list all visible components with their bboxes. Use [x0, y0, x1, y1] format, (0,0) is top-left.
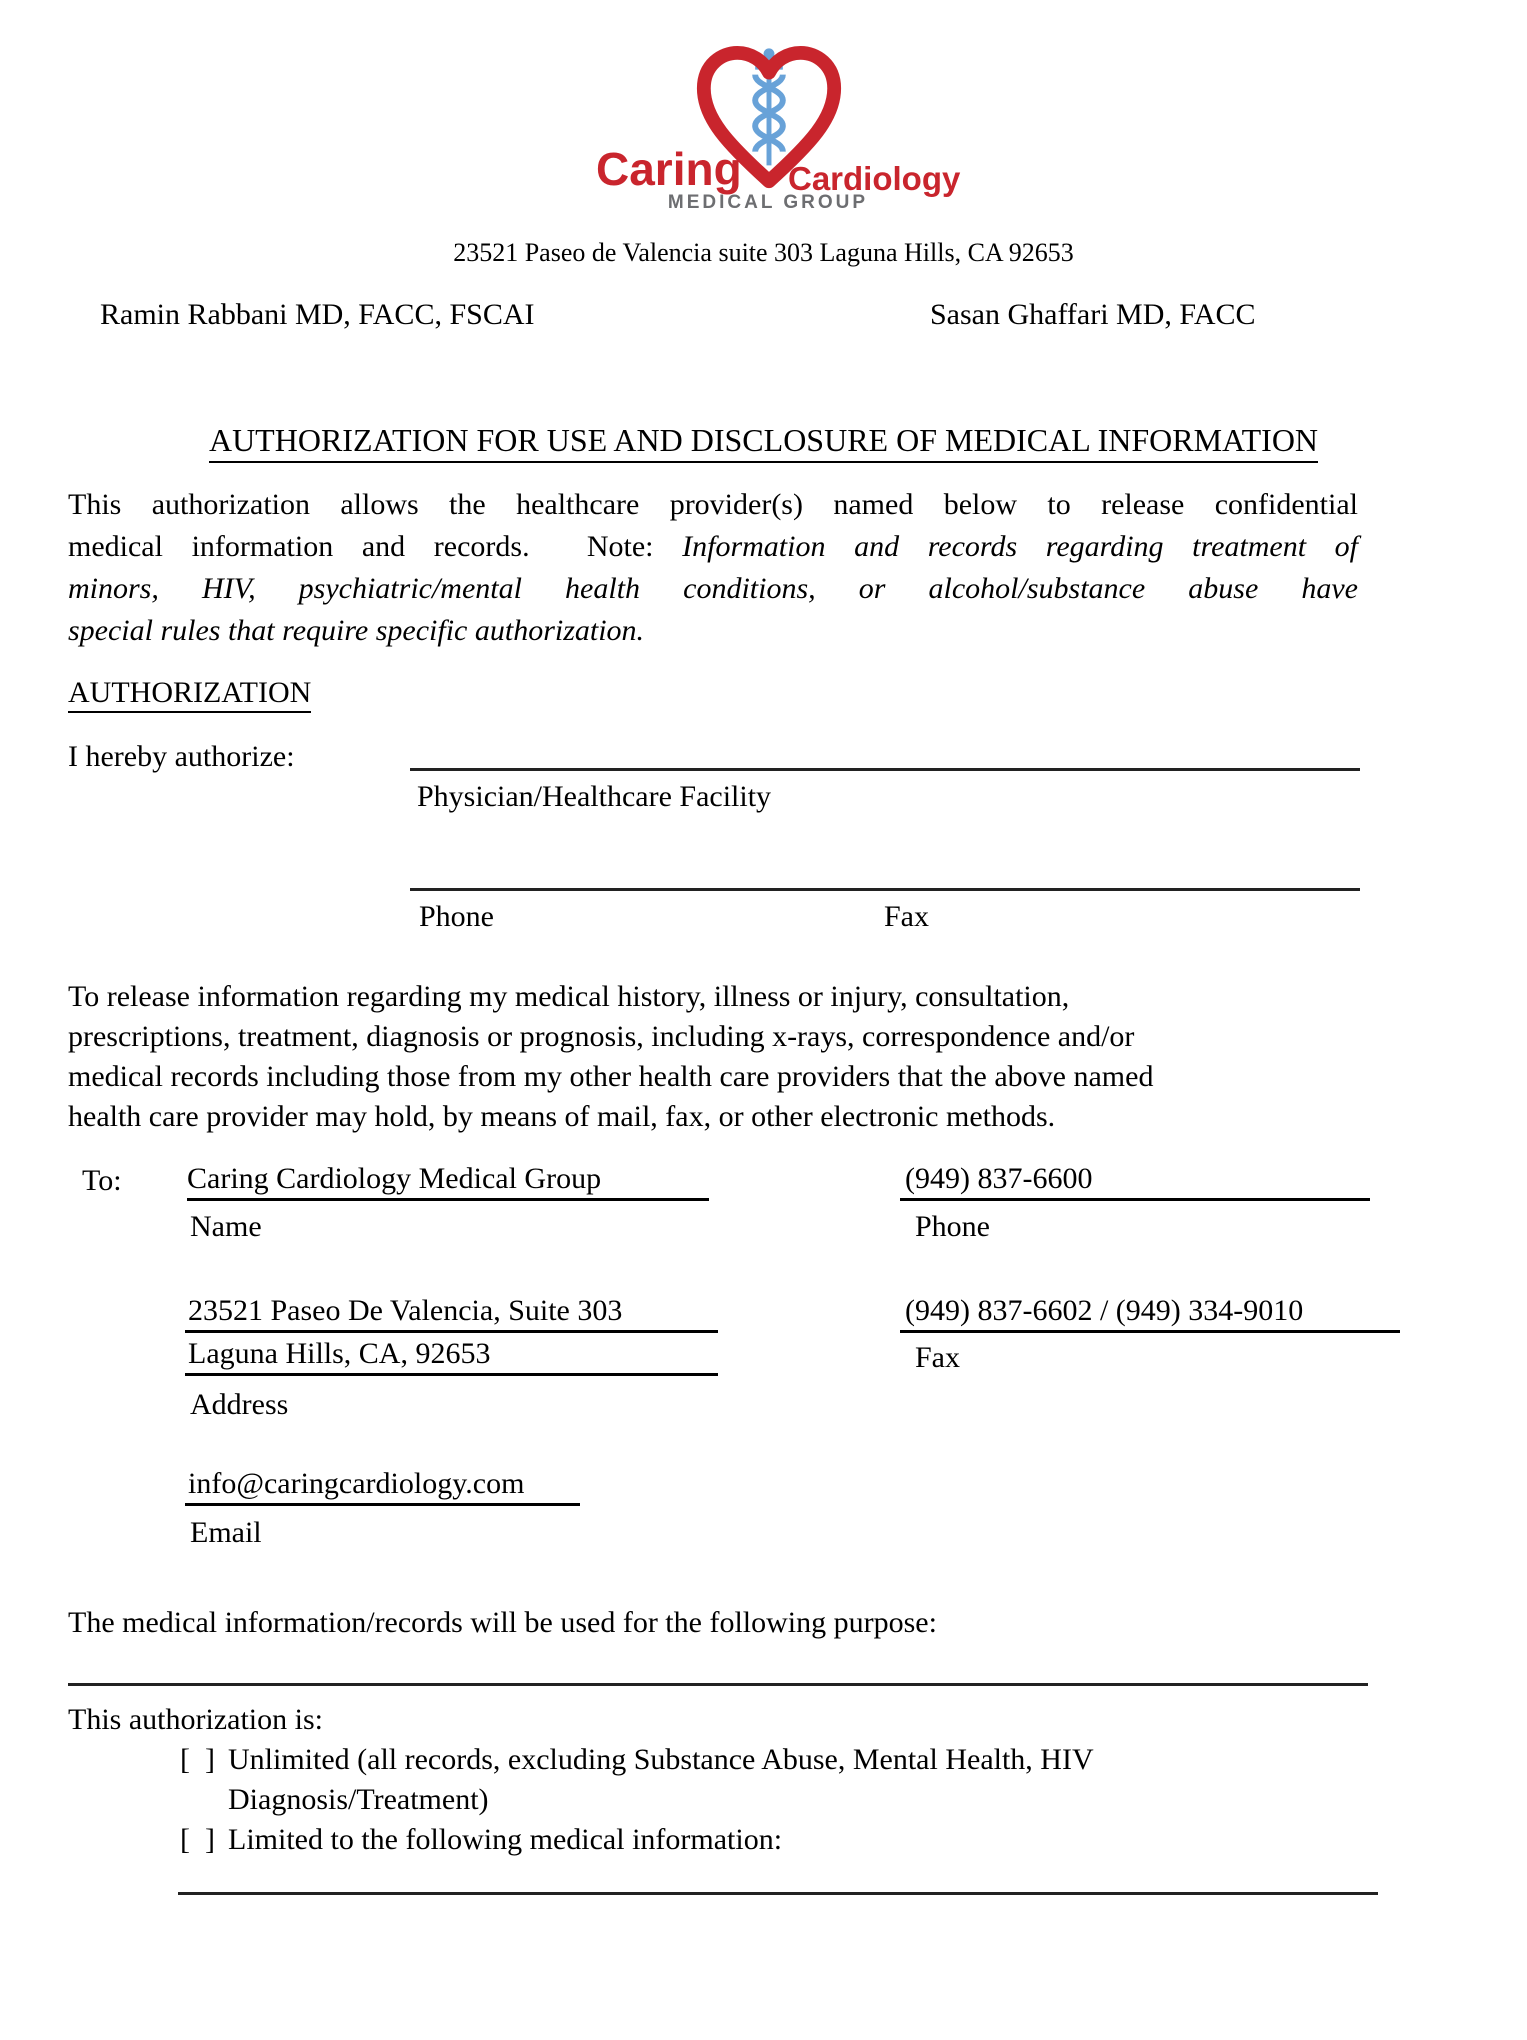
release-line-1: To release information regarding my medical history, illness or injury, consultation,: [68, 980, 1070, 1013]
logo-tagline: MEDICAL GROUP: [667, 192, 869, 213]
phone-blank-label: Phone: [419, 900, 494, 933]
authorization-is-label: This authorization is:: [68, 1703, 323, 1736]
authorization-heading-row: [68, 678, 311, 708]
form-title: AUTHORIZATION FOR USE AND DISCLOSURE OF MEDICAL INFORMATION: [209, 422, 1318, 463]
purpose-fill-line[interactable]: [68, 1658, 1368, 1686]
recipient-phone-value: (949) 837-6600: [900, 1164, 1370, 1201]
facility-label: Physician/Healthcare Facility: [417, 780, 772, 813]
authorization-heading: AUTHORIZATION: [68, 676, 311, 713]
checkbox-limited-label: Limited to the following medical information:: [228, 1823, 783, 1856]
intro-line-1: This authorization allows the healthcare provider(s) named below to release confidential: [68, 488, 1358, 521]
checkbox-unlimited[interactable]: [180, 1745, 1290, 1825]
checkbox-limited[interactable]: [180, 1825, 1290, 1865]
recipient-fax-value: (949) 837-6602 / (949) 334-9010: [900, 1296, 1400, 1333]
facility-fill-line[interactable]: [410, 744, 1360, 771]
intro-line-3: minors, HIV, psychiatric/mental health conditions, or alcohol/substance abuse have: [68, 572, 1358, 605]
checkbox-unlimited-bracket[interactable]: [ ]: [180, 1743, 215, 1776]
purpose-lead: The medical information/records will be used for the following purpose:: [68, 1606, 937, 1639]
recipient-fax-label: Fax: [915, 1341, 960, 1374]
intro-line-4: special rules that require specific authorization.: [68, 614, 645, 647]
authorize-label: I hereby authorize:: [68, 740, 295, 773]
intro-paragraph: [68, 490, 1358, 658]
recipient-email-value: info@caringcardiology.com: [185, 1469, 580, 1506]
checkbox-limited-bracket[interactable]: [ ]: [180, 1823, 215, 1856]
intro-line-2: medical information and records. Note: Information and records regarding treatment of: [68, 530, 1359, 563]
recipient-phone-label: Phone: [915, 1210, 990, 1243]
recipient-address-line2: Laguna Hills, CA, 92653: [185, 1339, 718, 1376]
phone-fax-fill-line[interactable]: [410, 864, 1360, 891]
recipient-email-label: Email: [190, 1516, 262, 1549]
recipient-name-label: Name: [190, 1210, 262, 1243]
logo-cardiology-wordmark: Cardiology: [788, 160, 961, 197]
recipient-name-value: Caring Cardiology Medical Group: [187, 1164, 709, 1201]
release-line-2: prescriptions, treatment, diagnosis or prognosis, including x-rays, correspondence and/or: [68, 1020, 1135, 1053]
release-line-4: health care provider may hold, by means of mail, fax, or other electronic methods.: [68, 1100, 1056, 1133]
recipient-address-line1: 23521 Paseo De Valencia, Suite 303: [185, 1296, 718, 1333]
logo-caring-wordmark: Caring: [596, 143, 742, 195]
recipient-to-label: To:: [82, 1164, 122, 1197]
checkbox-unlimited-label: Unlimited (all records, excluding Substance Abuse, Mental Health, HIV Diagnosis/Treatment): [228, 1743, 1094, 1816]
doctor-name-left: Ramin Rabbani MD, FACC, FSCAI: [100, 298, 535, 331]
limited-info-fill-line[interactable]: [178, 1866, 1378, 1895]
form-title-row: [0, 424, 1527, 457]
release-paragraph: [68, 982, 1378, 1142]
fax-blank-label: Fax: [884, 900, 929, 933]
recipient-address-label: Address: [190, 1388, 289, 1421]
doctor-name-right: Sasan Ghaffari MD, FACC: [930, 298, 1256, 331]
release-line-3: medical records including those from my other health care providers that the above named: [68, 1060, 1154, 1093]
clinic-address: 23521 Paseo de Valencia suite 303 Laguna Hills, CA 92653: [453, 238, 1074, 267]
